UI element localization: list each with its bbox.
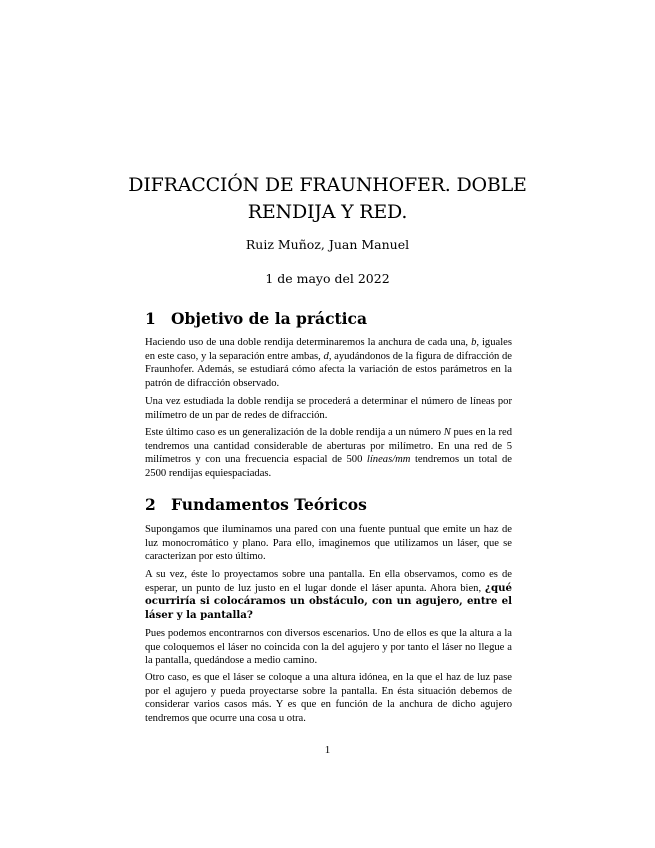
paragraph-text: Este último caso es un generalización de la doble rendija a un número	[145, 427, 444, 438]
section-heading-1	[145, 309, 367, 328]
author: Ruiz Muñoz, Juan Manuel	[245, 237, 410, 252]
section-title: Fundamentos Teóricos	[171, 495, 367, 514]
section-heading-2	[145, 495, 367, 514]
paragraph-text: tendremos un total de 2500 rendijas equiespaciadas.	[145, 454, 512, 479]
section-number: 1	[145, 309, 156, 328]
paragraph: Pues podemos encontrarnos con diversos escenarios. Uno de ellos es que la altura a la que coloquemos el láser no coincida con la del agujero y por tanto el láser no llegue a la pantalla, quedándose a medio camino.	[145, 628, 512, 667]
section-number: 2	[145, 495, 156, 514]
math-variable: N	[443, 427, 451, 438]
paragraph	[145, 568, 512, 622]
paragraph	[145, 426, 512, 480]
math-variable: b	[471, 337, 477, 348]
section-title: Objetivo de la práctica	[171, 309, 368, 328]
paragraph-text: pues en la red tendremos una cantidad considerable de aberturas por milímetro. En una red de 5 milímetros y con una frecuencia espacial de 500	[145, 427, 512, 466]
paragraph: Otro caso, es que el láser se coloque a una altura idónea, en la que el haz de luz pase por el agujero y pueda proyectarse sobre la pantalla. En ésta situación debemos de considerar varios casos más. Y es que en función de la anchura de dicho agujero tendremos que ocurre una cosa u otra.	[145, 672, 512, 724]
paragraph-text: , ayudándonos de la figura de difracción de Fraunhofer. Además, se estudiará cómo afecta la variación de estos parámetros en la patrón de difracción observado.	[145, 350, 513, 389]
math-variable: d	[323, 350, 329, 362]
paragraph: Supongamos que iluminamos una pared con una fuente puntual que emite un haz de luz monocromático y plano. Para ello, imaginemos que utilizamos un láser, que se caracterizan por esto último.	[145, 524, 512, 563]
paragraph-text: Haciendo uso de una doble rendija determinaremos la anchura de cada una,	[145, 337, 472, 348]
date: 1 de mayo del 2022	[265, 271, 390, 286]
paragraph: Una vez estudiada la doble rendija se procederá a determinar el número de líneas por milímetro de un par de redes de difracción.	[145, 396, 512, 421]
paragraph-text: A su vez, éste lo proyectamos sobre una pantalla. En ella observamos, como es de esperar, un punto de luz justo en el lugar donde el láser apunta. Ahora bien,	[145, 569, 512, 594]
title-line-1: DIFRACCIÓN DE FRAUNHOFER. DOBLE	[128, 174, 527, 196]
title-line-2: RENDIJA Y RED.	[247, 201, 408, 223]
math-unit: líneas/mm	[366, 454, 411, 466]
bold-question: ¿qué ocurriría si colocáramos un obstáculo, con un agujero, entre el láser y la pantalla?	[145, 581, 512, 621]
page-number: 1	[324, 744, 331, 756]
paragraph-text: , iguales en este caso, y la separación entre ambas,	[145, 337, 512, 362]
paragraph	[145, 336, 512, 390]
document-title	[0, 172, 655, 226]
